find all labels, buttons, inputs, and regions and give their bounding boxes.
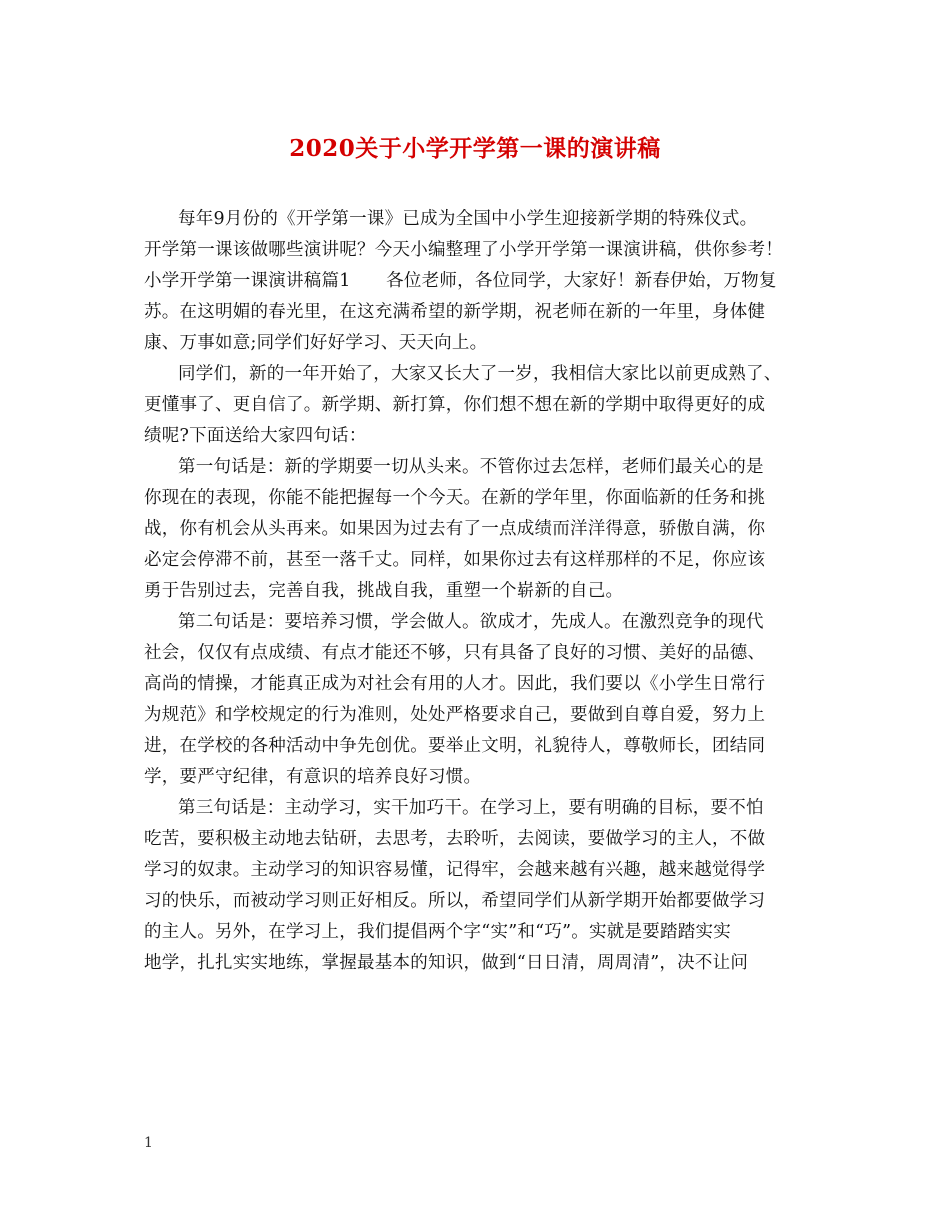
body-line: 开学第一课该做哪些演讲呢？今天小编整理了小学开学第一课演讲稿，供你参考！ [144,240,783,260]
body-line: 第三句话是：主动学习，实干加巧干。在学习上，要有明确的目标，要不怕 [178,798,764,818]
document-title: 2020关于小学开学第一课的演讲稿 [289,135,661,162]
body-line: 小学开学第一课演讲稿篇1 各位老师，各位同学，大家好！新春伊始，万物复 [144,271,777,291]
body-line: 每年9月份的《开学第一课》已成为全国中小学生迎接新学期的特殊仪式。 [178,209,758,229]
body-line: 学习的奴隶。主动学习的知识容易懂，记得牢，会越来越有兴趣，越来越觉得学 [144,860,766,880]
body-line: 绩呢?下面送给大家四句话： [144,426,367,446]
body-line: 第二句话是：要培养习惯，学会做人。欲成才，先成人。在激烈竞争的现代 [178,612,764,632]
body-line: 学，要严守纪律，有意识的培养良好习惯。 [144,767,482,787]
body-line: 苏。在这明媚的春光里，在这充满希望的新学期，祝老师在新的一年里，身体健 [144,302,766,322]
body-line: 你现在的表现，你能不能把握每一个今天。在新的学年里，你面临新的任务和挑 [144,488,766,508]
body-line: 同学们，新的一年开始了，大家又长大了一岁，我相信大家比以前更成熟了、 [178,364,782,384]
body-line: 的主人。另外，在学习上，我们提倡两个字“实”和“巧”。实就是要踏踏实实 [144,922,732,942]
body-line: 康、万事如意;同学们好好学习、天天向上。 [144,333,488,353]
page-number: 1 [144,1135,153,1151]
body-line: 地学，扎扎实实地练，掌握最基本的知识，做到“日日清，周周清”，决不让问 [144,953,749,973]
body-line: 战，你有机会从头再来。如果因为过去有了一点成绩而洋洋得意，骄傲自满，你 [144,519,766,539]
body-line: 勇于告别过去，完善自我，挑战自我，重塑一个崭新的自己。 [144,581,624,601]
body-line: 进，在学校的各种活动中争先创优。要举止文明，礼貌待人，尊敬师长，团结同 [144,736,766,756]
body-line: 第一句话是：新的学期要一切从头来。不管你过去怎样，老师们最关心的是 [178,457,764,477]
body-line: 必定会停滞不前，甚至一落千丈。同样，如果你过去有这样那样的不足，你应该 [144,550,766,570]
body-line: 吃苦，要积极主动地去钻研，去思考，去聆听，去阅读，要做学习的主人，不做 [144,829,766,849]
body-line: 高尚的情操，才能真正成为对社会有用的人才。因此，我们要以《小学生日常行 [144,674,766,694]
body-line: 为规范》和学校规定的行为准则，处处严格要求自己，要做到自尊自爱，努力上 [144,705,766,725]
document-body [144,204,824,979]
body-line: 习的快乐，而被动学习则正好相反。所以，希望同学们从新学期开始都要做学习 [144,891,766,911]
body-line: 更懂事了、更自信了。新学期、新打算，你们想不想在新的学期中取得更好的成 [144,395,766,415]
body-line: 社会，仅仅有点成绩、有点才能还不够，只有具备了良好的习惯、美好的品德、 [144,643,766,663]
